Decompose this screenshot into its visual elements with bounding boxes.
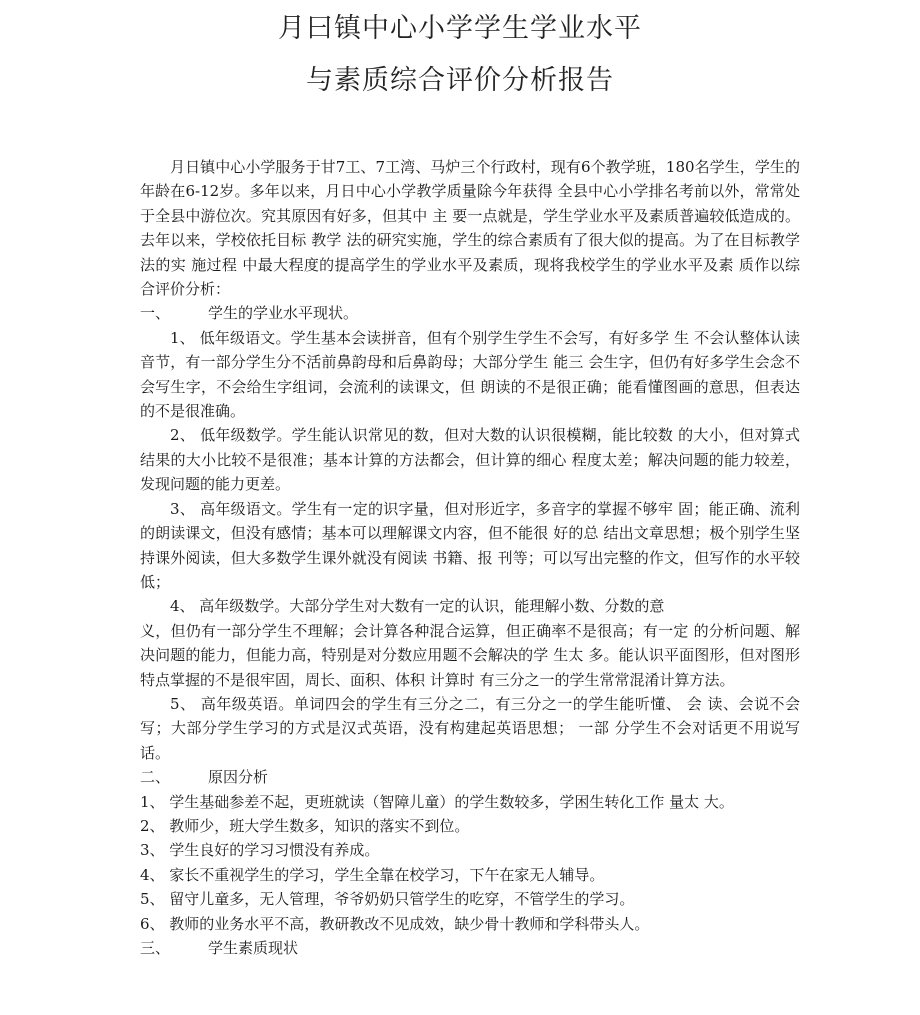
section-1-heading [140, 301, 800, 325]
section-1-paragraph-3: 3、 高年级语文。学生有一定的识字量，但对形近字，多音字的掌握不够牢 固；能正确、流利的朗读课文，但没有感情；基本可以理解课文内容，但不能很 好的总 结出文章思想；极个别学生坚持课外阅读，但大多数学生课外就没有阅读 书籍、报 刊等；可以写出完整的作文，但写作的水平较低； [140, 499, 800, 591]
section-1-title: 学生的学业水平现状。 [208, 304, 359, 323]
document-title-line-1: 月曰镇中心小学学生学业水平 [278, 13, 642, 44]
reason-item-2: 2、 教师少，班大学生数多，知识的落实不到位。 [140, 816, 470, 835]
section-1-paragraph-4-continued: 义，但仍有一部分学生不理解；会计算各种混合运算，但正确率不是很高；有一定 的分析问题、解决问题的能力，但能力高，特别是对分数应用题不会解决的学 生太 多。能认识平面图形，但对图形特点掌握的不是很牢固，周长、面积、体积 计算时 有三分之一的学生常常混淆计算方法。 [140, 621, 800, 689]
intro-paragraph: 月日镇中心小学服务于甘7工、7工湾、马炉三个行政村，现有6个教学班，180名学生，学生的年龄在6-12岁。多年以来，月日中心小学教学质量除今年获得 全县中心小学排名考前以外，常常处于全县中游位次。究其原因有好多，但其中 主 要一点就是，学生学业水平及素质普遍较低造成的。去年以来，学校依托目标 教学 法的研究实施，学生的综合素质有了很大似的提高。为了在目标教学法的实 施过程 中最大程度的提高学生的学业水平及素质，现将我校学生的学业水平及素 质作以综 合评价分析： [140, 158, 800, 299]
reason-item-4: 4、 家长不重视学生的学习，学生全靠在校学习，下午在家无人辅导。 [140, 865, 605, 884]
section-2-title: 原因分析 [208, 768, 269, 787]
section-2-heading [140, 765, 800, 789]
section-1-number: 一、 [140, 304, 171, 323]
reason-item-5: 5、 留守儿童多，无人管理，爷爷奶奶只管学生的吃穿，不管学生的学习。 [140, 890, 635, 909]
reason-item-6: 6、 教师的业务水平不高，教研教改不见成效，缺少骨十教师和学科带头人。 [140, 914, 650, 933]
section-3-heading [140, 936, 800, 960]
document-title-line-2: 与素质综合评价分析报告 [306, 65, 614, 96]
section-3-number: 三、 [140, 939, 171, 957]
section-1-paragraph-1: 1、 低年级语文。学生基本会读拼音，但有个别学生学生不会写，有好多学 生 不会认整体认读音节，有一部分学生分不活前鼻韵母和后鼻韵母；大部分学生 能三 会生字，但仍有好多学生会念不会写生字，不会给生字组词，会流利的读课文，但 朗读的不是很正确；能看懂图画的意思，但表达的不是很准确。 [140, 328, 800, 421]
reason-item-3: 3、 学生良好的学习习惯没有养成。 [140, 841, 380, 860]
section-3-title: 学生素质现状 [208, 939, 299, 957]
section-2-number: 二、 [140, 768, 171, 787]
reason-item-1: 1、 学生基础参差不起，更班就读（智障儿童）的学生数较多，学困生转化工作 量太 大。 [140, 792, 734, 811]
section-1-paragraph-2: 2、 低年级数学。学生能认识常见的数，但对大数的认识很模糊，能比较数 的大小，但对算式结果的大小比较不是很准；基本计算的方法都会，但计算的细心 程度太差；解决问题的能力较差，发现问题的能力更差。 [140, 426, 800, 494]
document-body [140, 155, 800, 960]
section-1-paragraph-5: 5、 高年级英语。单词四会的学生有三分之二，有三分之一的学生能听懂、 会 读、会说不会写；大部分学生学习的方式是汉式英语，没有构建起英语思想； 一部 分学生不会对话更不用说写话。 [140, 694, 800, 762]
section-1-paragraph-4: 4、 高年级数学。大部分学生对大数有一定的认识，能理解小数、分数的意 [170, 597, 665, 616]
